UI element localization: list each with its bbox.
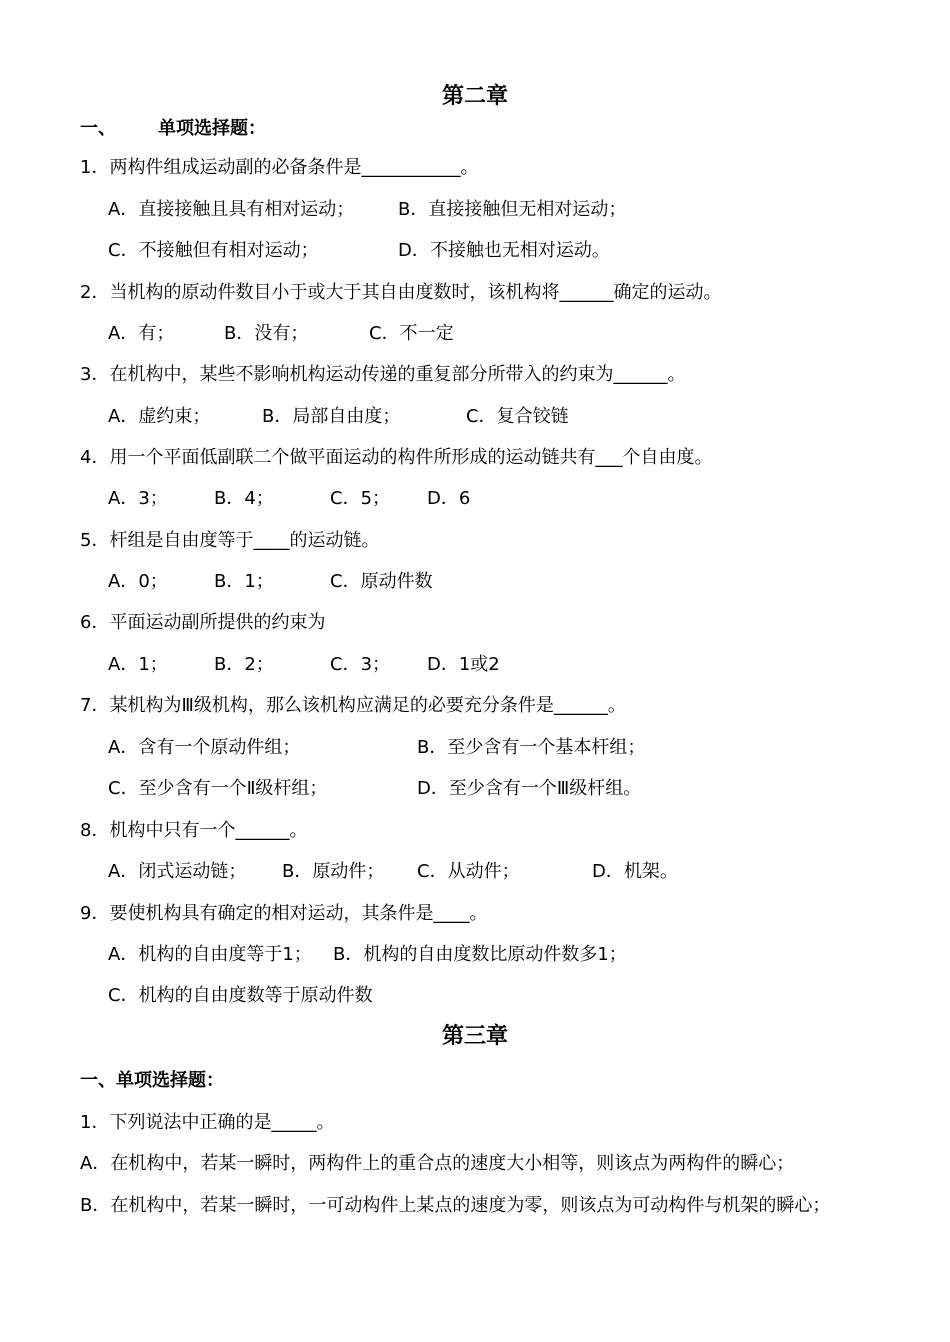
question-7-stem: 7．某机构为Ⅲ级机构，那么该机构应满足的必要充分条件是______。	[80, 695, 626, 716]
question-7-option-a: A．含有一个原动件组；	[108, 737, 301, 758]
question-4-option-c: C．5；	[330, 488, 391, 509]
chapter-3-section-label: 一、单项选择题：	[80, 1070, 224, 1091]
question-3-option-a: A．虚约束；	[108, 406, 211, 427]
question-1-option-c: C．不接触但有相对运动；	[108, 240, 319, 261]
question-2-option-a: A．有；	[108, 323, 175, 344]
question-4-stem: 4．用一个平面低副联二个做平面运动的构件所形成的运动链共有___个自由度。	[80, 447, 713, 468]
question-1-option-d: D．不接触也无相对运动。	[398, 240, 610, 261]
chapter-3-question-1-option-b: B．在机构中，若某一瞬时，一可动构件上某点的速度为零，则该点为可动构件与机架的瞬心；	[80, 1195, 831, 1216]
question-1-stem: 1．两构件组成运动副的必备条件是___________。	[80, 157, 479, 178]
question-3-stem: 3．在机构中，某些不影响机构运动传递的重复部分所带入的约束为______。	[80, 364, 686, 385]
question-2-stem: 2．当机构的原动件数目小于或大于其自由度数时，该机构将______确定的运动。	[80, 282, 722, 303]
question-3-option-c: C．复合铰链	[466, 406, 569, 427]
question-8-option-d: D．机架。	[592, 861, 678, 882]
question-7-option-d: D．至少含有一个Ⅲ级杆组。	[417, 778, 642, 799]
chapter-3-question-1-stem: 1．下列说法中正确的是_____。	[80, 1112, 335, 1133]
question-8-option-b: B．原动件；	[282, 861, 385, 882]
question-8-stem: 8．机构中只有一个______。	[80, 820, 308, 841]
question-8-option-c: C．从动件；	[417, 861, 520, 882]
question-9-stem: 9．要使机构具有确定的相对运动，其条件是____。	[80, 903, 488, 924]
question-6-stem: 6．平面运动副所提供的约束为	[80, 612, 326, 633]
chapter-3-title: 第三章	[441, 1024, 508, 1049]
chapter-3-question-1-option-a: A．在机构中，若某一瞬时，两构件上的重合点的速度大小相等，则该点为两构件的瞬心；	[80, 1153, 795, 1174]
question-5-option-a: A．0；	[108, 571, 168, 592]
question-5-option-b: B．1；	[214, 571, 274, 592]
question-1-option-a: A．直接接触且具有相对运动；	[108, 199, 355, 220]
question-7-option-b: B．至少含有一个基本杆组；	[417, 737, 646, 758]
question-2-option-b: B．没有；	[224, 323, 309, 344]
question-1-option-b: B．直接接触但无相对运动；	[398, 199, 627, 220]
section-number: 一、	[80, 118, 116, 139]
chapter-2-title: 第二章	[441, 84, 508, 109]
question-8-option-a: A．闭式运动链；	[108, 861, 247, 882]
question-6-option-b: B．2；	[214, 654, 274, 675]
question-3-option-b: B．局部自由度；	[262, 406, 401, 427]
question-2-option-c: C．不一定	[369, 323, 454, 344]
question-9-option-b: B．机构的自由度数比原动件数多1；	[333, 944, 627, 965]
question-5-option-c: C．原动件数	[330, 571, 433, 592]
question-7-option-c: C．至少含有一个Ⅱ级杆组；	[108, 778, 328, 799]
question-6-option-d: D．1或2	[427, 654, 500, 675]
question-9-option-c: C．机构的自由度数等于原动件数	[108, 985, 373, 1006]
question-6-option-a: A．1；	[108, 654, 168, 675]
question-4-option-d: D．6	[427, 488, 471, 509]
question-4-option-a: A．3；	[108, 488, 168, 509]
section-label: 单项选择题：	[158, 118, 266, 139]
question-5-stem: 5．杆组是自由度等于____的运动链。	[80, 530, 380, 551]
question-4-option-b: B．4；	[214, 488, 274, 509]
question-6-option-c: C．3；	[330, 654, 391, 675]
question-9-option-a: A．机构的自由度等于1；	[108, 944, 312, 965]
